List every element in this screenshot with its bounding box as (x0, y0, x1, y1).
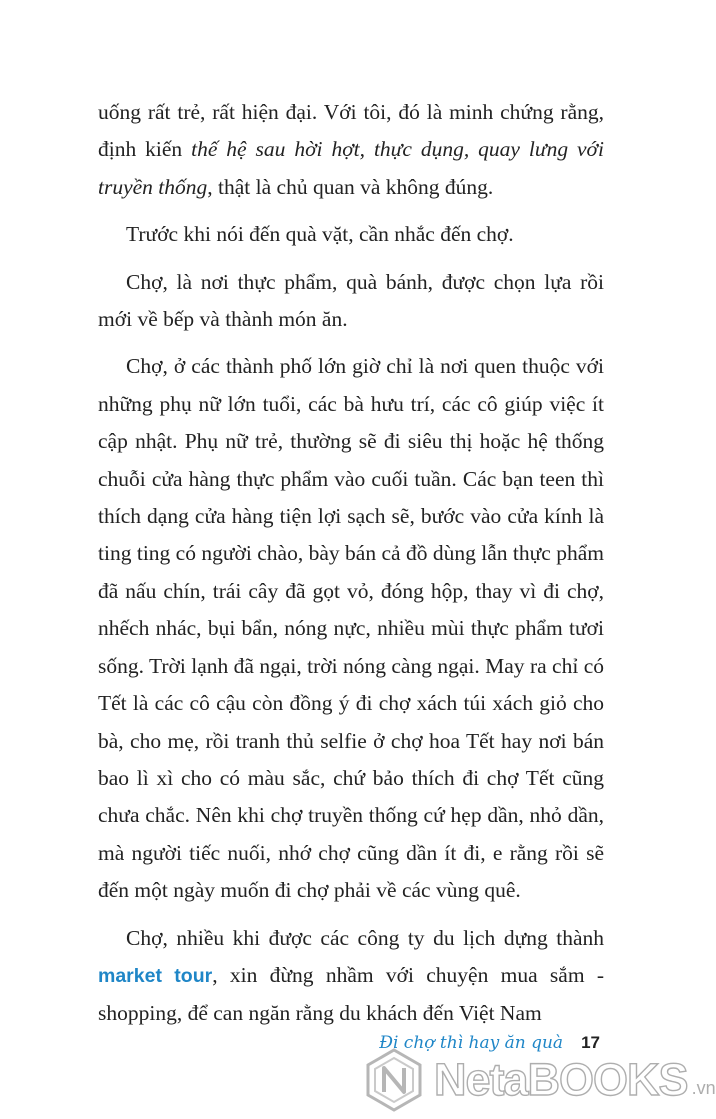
paragraph-4: Chợ, ở các thành phố lớn giờ chỉ là nơi quen thuộc với những phụ nữ lớn tuổi, các bà hưu trí, các cô giúp việc ít cập nhật. Phụ nữ trẻ, thường sẽ đi siêu thị hoặc hệ thống chuỗi cửa hàng thực phẩm vào cuối tuần. Các bạn teen thì thích dạng cửa hàng tiện lợi sạch sẽ, bước vào cửa kính là ting ting có người chào, bày bán cả đồ dùng lẫn thực phẩm đã nấu chín, trái cây đã gọt vỏ, đóng hộp, thay vì đi chợ, nhếch nhác, bụi bẩn, nóng nực, nhiều mùi thực phẩm tươi sống. Trời lạnh đã ngại, trời nóng càng ngại. May ra chỉ có Tết là các cô cậu còn đồng ý đi chợ xách túi xách giỏ cho bà, cho mẹ, rồi tranh thủ selfie ở chợ hoa Tết hay nơi bán bao lì xì cho có màu sắc, chứ bảo thích đi chợ Tết cũng chưa chắc. Nên khi chợ truyền thống cứ hẹp dần, nhỏ dần, mà người tiếc nuối, nhớ chợ cũng dần ít đi, e rằng rồi sẽ đến một ngày muốn đi chợ phải về các vùng quê. (98, 354, 604, 903)
highlighted-term: market tour (98, 964, 213, 987)
running-title: Đi chợ thì hay ăn quà (379, 1033, 564, 1053)
paragraph-1-start: uống rất trẻ, rất hiện đại. Với tôi, đó là minh chứng rằng, định kiến (98, 100, 604, 162)
watermark (364, 1040, 716, 1119)
watermark-brand: NetaBOOKS (434, 1053, 688, 1105)
watermark-domain: .vn (691, 1078, 716, 1098)
paragraph-1 (98, 94, 604, 206)
page-number: 17 (581, 1033, 600, 1052)
paragraph-5 (98, 920, 604, 1033)
paragraph-3: Chợ, là nơi thực phẩm, quà bánh, được chọn lựa rồi mới về bếp và thành món ăn. (98, 269, 604, 332)
paragraph-2: Trước khi nói đến quà vặt, cần nhắc đến chợ. (126, 222, 514, 247)
paragraph-1-end: , thật là chủ quan và không đúng. (207, 174, 494, 199)
paragraph-5-end: , xin đừng nhầm với chuyện mua sắm - shopping, để can ngăn rằng du khách đến Việt Nam (98, 962, 604, 1026)
brand-logo-icon (364, 1047, 424, 1113)
paragraph-1-italic-phrase: thế hệ sau hời hợt, thực dụng, quay lưng với truyền thống (98, 137, 605, 199)
paragraph-5-start: Chợ, nhiều khi được các công ty du lịch dựng thành (126, 925, 604, 950)
body-text (98, 94, 604, 1043)
